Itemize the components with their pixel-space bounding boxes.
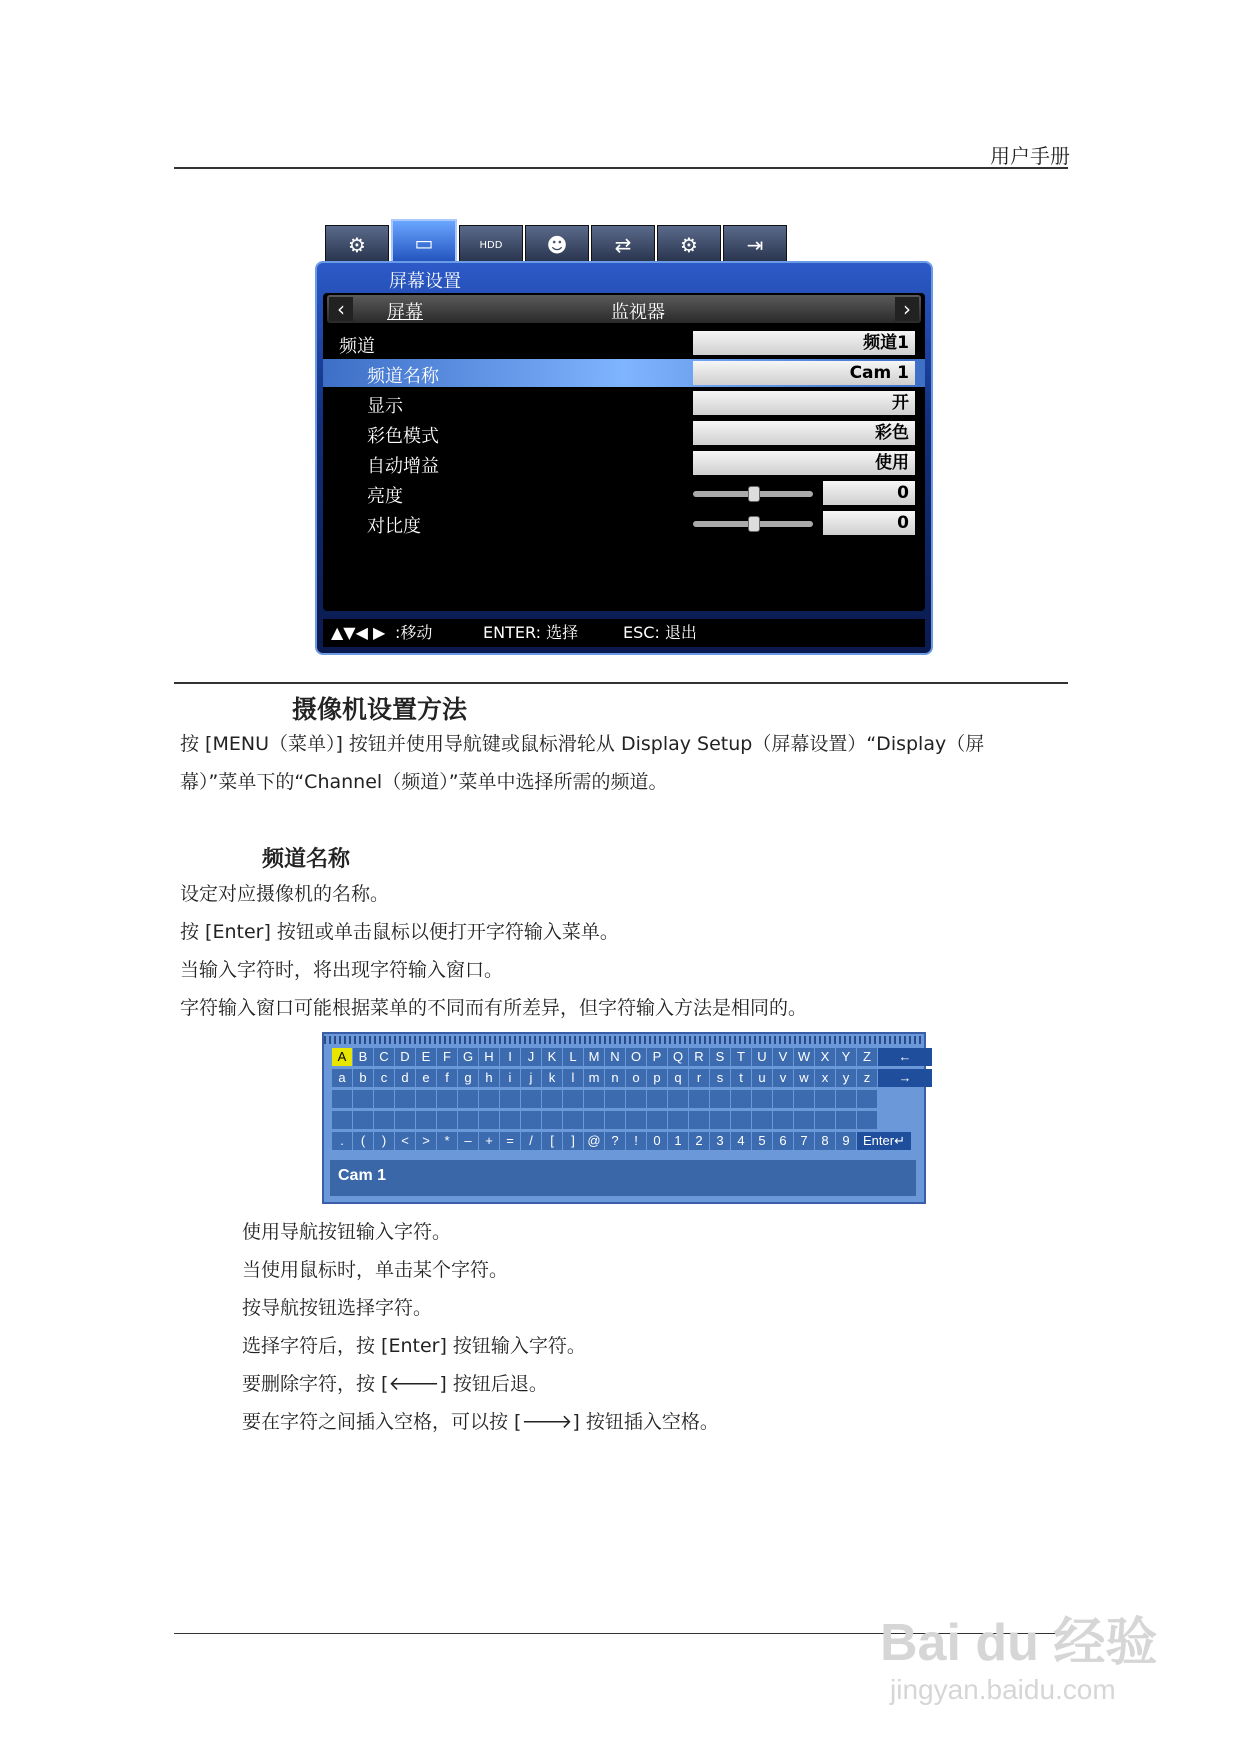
key[interactable]: / bbox=[521, 1132, 541, 1150]
blank-key[interactable] bbox=[668, 1090, 688, 1108]
nav-right-label[interactable]: 监视器 bbox=[611, 302, 665, 323]
blank-key[interactable] bbox=[857, 1111, 877, 1129]
setting-label: 彩色模式 bbox=[367, 426, 439, 447]
blank-key[interactable] bbox=[626, 1111, 646, 1129]
key[interactable]: I bbox=[500, 1048, 520, 1066]
device-icon[interactable]: ⚙ bbox=[657, 225, 721, 264]
setting-row-color-mode[interactable] bbox=[323, 419, 925, 447]
setting-value[interactable]: 频道1 bbox=[693, 331, 915, 355]
key[interactable]: > bbox=[416, 1132, 436, 1150]
section-paragraph-line: 幕）”菜单下的“Channel（频道）”菜单中选择所需的频道。 bbox=[180, 771, 668, 793]
key[interactable]: P bbox=[647, 1048, 667, 1066]
blank-key[interactable] bbox=[647, 1111, 667, 1129]
key[interactable]: + bbox=[479, 1132, 499, 1150]
key[interactable]: u bbox=[752, 1069, 772, 1087]
menu-tabs bbox=[325, 225, 787, 265]
key[interactable]: g bbox=[458, 1069, 478, 1087]
nav-left-label[interactable]: 屏幕 bbox=[387, 302, 423, 323]
key[interactable]: N bbox=[605, 1048, 625, 1066]
brightness-slider[interactable] bbox=[693, 491, 813, 497]
key[interactable]: . bbox=[332, 1132, 352, 1150]
blank-key[interactable] bbox=[668, 1111, 688, 1129]
blank-key[interactable] bbox=[521, 1111, 541, 1129]
blank-key[interactable] bbox=[332, 1090, 352, 1108]
panel-title: 屏幕设置 bbox=[389, 271, 461, 292]
key[interactable]: T bbox=[731, 1048, 751, 1066]
key[interactable]: J bbox=[521, 1048, 541, 1066]
key[interactable]: H bbox=[479, 1048, 499, 1066]
blank-key[interactable] bbox=[605, 1111, 625, 1129]
key[interactable]: 9 bbox=[836, 1132, 856, 1150]
key[interactable]: d bbox=[395, 1069, 415, 1087]
key[interactable]: m bbox=[584, 1069, 604, 1087]
setting-value[interactable]: Cam 1 bbox=[693, 361, 915, 385]
blank-key[interactable] bbox=[584, 1111, 604, 1129]
slider-knob[interactable] bbox=[748, 486, 760, 502]
key[interactable]: S bbox=[710, 1048, 730, 1066]
blank-key[interactable] bbox=[332, 1111, 352, 1129]
blank-key[interactable] bbox=[752, 1111, 772, 1129]
watermark-url: jingyan.baidu.com bbox=[890, 1674, 1116, 1705]
blank-key[interactable] bbox=[731, 1090, 751, 1108]
user-icon[interactable]: ☻ bbox=[525, 225, 589, 264]
key[interactable]: z bbox=[857, 1069, 877, 1087]
blank-key[interactable] bbox=[584, 1090, 604, 1108]
step-line: 按导航按钮选择字符。 bbox=[242, 1297, 433, 1319]
key[interactable]: p bbox=[647, 1069, 667, 1087]
key[interactable]: k bbox=[542, 1069, 562, 1087]
blank-key[interactable] bbox=[563, 1090, 583, 1108]
key-row-symbols bbox=[332, 1132, 911, 1150]
key[interactable]: < bbox=[395, 1132, 415, 1150]
setting-label: 频道 bbox=[339, 336, 375, 357]
key[interactable]: ] bbox=[563, 1132, 583, 1150]
key-row-uppercase bbox=[332, 1048, 932, 1066]
setting-label: 显示 bbox=[367, 396, 403, 417]
key[interactable]: 7 bbox=[794, 1132, 814, 1150]
setting-row-contrast[interactable] bbox=[323, 509, 925, 537]
blank-key[interactable] bbox=[647, 1090, 667, 1108]
key[interactable]: F bbox=[437, 1048, 457, 1066]
help-enter: ENTER: 选择 bbox=[483, 623, 579, 642]
header-rule bbox=[174, 167, 1068, 169]
key[interactable]: r bbox=[689, 1069, 709, 1087]
blank-key[interactable] bbox=[542, 1111, 562, 1129]
character-input-window bbox=[322, 1032, 926, 1204]
blank-key[interactable] bbox=[416, 1090, 436, 1108]
key[interactable]: 5 bbox=[752, 1132, 772, 1150]
input-field[interactable]: Cam 1 bbox=[330, 1160, 916, 1196]
key[interactable]: * bbox=[437, 1132, 457, 1150]
blank-key[interactable] bbox=[500, 1111, 520, 1129]
paragraph-line: 字符输入窗口可能根据菜单的不同而有所差异，但字符输入方法是相同的。 bbox=[180, 997, 808, 1019]
dvr-display-setup-screen bbox=[315, 205, 933, 653]
menu-body bbox=[323, 293, 925, 611]
key[interactable]: C bbox=[374, 1048, 394, 1066]
blank-key[interactable] bbox=[479, 1090, 499, 1108]
blank-key[interactable] bbox=[353, 1090, 373, 1108]
help-esc: ESC: 退出 bbox=[623, 623, 697, 642]
key[interactable]: ! bbox=[626, 1132, 646, 1150]
key[interactable]: ) bbox=[374, 1132, 394, 1150]
setting-value[interactable]: 开 bbox=[693, 391, 915, 415]
key[interactable]: ? bbox=[605, 1132, 625, 1150]
contrast-slider[interactable] bbox=[693, 521, 813, 527]
step-line: 选择字符后，按 [Enter] 按钮输入字符。 bbox=[242, 1335, 586, 1357]
blank-key[interactable] bbox=[437, 1090, 457, 1108]
key[interactable]: B bbox=[353, 1048, 373, 1066]
key[interactable]: Q bbox=[668, 1048, 688, 1066]
blank-key[interactable] bbox=[605, 1090, 625, 1108]
key[interactable]: – bbox=[458, 1132, 478, 1150]
key[interactable]: t bbox=[731, 1069, 751, 1087]
key[interactable]: 4 bbox=[731, 1132, 751, 1150]
key[interactable]: w bbox=[794, 1069, 814, 1087]
exit-icon[interactable]: ⇥ bbox=[723, 225, 787, 264]
blank-key[interactable] bbox=[710, 1090, 730, 1108]
key[interactable]: G bbox=[458, 1048, 478, 1066]
key[interactable]: Y bbox=[836, 1048, 856, 1066]
key[interactable]: ( bbox=[353, 1132, 373, 1150]
key[interactable]: Z bbox=[857, 1048, 877, 1066]
blank-key[interactable] bbox=[353, 1111, 373, 1129]
blank-key[interactable] bbox=[773, 1111, 793, 1129]
setting-value[interactable]: 0 bbox=[823, 511, 915, 535]
arrow-keys-icon: ▲▼◀ ▶ bbox=[331, 623, 386, 642]
page-header-title: 用户手册 bbox=[990, 144, 1070, 168]
key[interactable]: 3 bbox=[710, 1132, 730, 1150]
setting-label: 自动增益 bbox=[367, 456, 439, 477]
slider-knob[interactable] bbox=[748, 516, 760, 532]
key[interactable]: n bbox=[605, 1069, 625, 1087]
key[interactable]: j bbox=[521, 1069, 541, 1087]
key[interactable]: 8 bbox=[815, 1132, 835, 1150]
paragraph-line: 按 [Enter] 按钮或单击鼠标以便打开字符输入菜单。 bbox=[180, 921, 619, 943]
blank-key[interactable] bbox=[458, 1090, 478, 1108]
blank-key[interactable] bbox=[794, 1111, 814, 1129]
blank-key[interactable] bbox=[815, 1111, 835, 1129]
key[interactable]: O bbox=[626, 1048, 646, 1066]
chevron-right-icon[interactable]: › bbox=[895, 297, 919, 321]
setting-value[interactable]: 彩色 bbox=[693, 421, 915, 445]
blank-key[interactable] bbox=[710, 1111, 730, 1129]
key[interactable]: [ bbox=[542, 1132, 562, 1150]
blank-key[interactable] bbox=[836, 1111, 856, 1129]
key[interactable]: D bbox=[395, 1048, 415, 1066]
blank-key[interactable] bbox=[773, 1090, 793, 1108]
step-line: 要删除字符，按 [🡐] 按钮后退。 bbox=[242, 1373, 548, 1395]
blank-key[interactable] bbox=[794, 1090, 814, 1108]
key[interactable]: a bbox=[332, 1069, 352, 1087]
enter-key[interactable]: Enter↵ bbox=[857, 1132, 911, 1150]
section-title: 摄像机设置方法 bbox=[292, 695, 468, 724]
key[interactable]: b bbox=[353, 1069, 373, 1087]
key[interactable]: K bbox=[542, 1048, 562, 1066]
blank-key[interactable] bbox=[542, 1090, 562, 1108]
key[interactable]: 6 bbox=[773, 1132, 793, 1150]
key[interactable]: h bbox=[479, 1069, 499, 1087]
key[interactable]: 0 bbox=[647, 1132, 667, 1150]
blank-key[interactable] bbox=[500, 1090, 520, 1108]
key[interactable]: e bbox=[416, 1069, 436, 1087]
blank-key[interactable] bbox=[395, 1090, 415, 1108]
step-line: 要在字符之间插入空格，可以按 [🡒] 按钮插入空格。 bbox=[242, 1411, 719, 1433]
step-line: 使用导航按钮输入字符。 bbox=[242, 1221, 452, 1243]
blank-key[interactable] bbox=[689, 1090, 709, 1108]
key[interactable]: q bbox=[668, 1069, 688, 1087]
key[interactable]: M bbox=[584, 1048, 604, 1066]
window-grip bbox=[324, 1036, 924, 1044]
blank-key[interactable] bbox=[752, 1090, 772, 1108]
baidu-watermark bbox=[880, 1570, 1180, 1720]
key[interactable]: i bbox=[500, 1069, 520, 1087]
setting-row-display[interactable] bbox=[323, 389, 925, 417]
setting-row-agc[interactable] bbox=[323, 449, 925, 477]
key[interactable]: @ bbox=[584, 1132, 604, 1150]
key[interactable]: l bbox=[563, 1069, 583, 1087]
key-row-blank bbox=[332, 1090, 877, 1108]
blank-key[interactable] bbox=[479, 1111, 499, 1129]
backspace-key[interactable]: ← bbox=[878, 1048, 932, 1066]
hdd-icon[interactable]: HDD bbox=[459, 225, 523, 264]
key[interactable]: 2 bbox=[689, 1132, 709, 1150]
key[interactable]: U bbox=[752, 1048, 772, 1066]
key[interactable]: x bbox=[815, 1069, 835, 1087]
setting-label: 亮度 bbox=[367, 486, 403, 507]
setting-label: 对比度 bbox=[367, 516, 421, 537]
section-rule bbox=[174, 682, 1068, 684]
key[interactable]: c bbox=[374, 1069, 394, 1087]
blank-key[interactable] bbox=[458, 1111, 478, 1129]
key-row-lowercase bbox=[332, 1069, 932, 1087]
key[interactable]: = bbox=[500, 1132, 520, 1150]
chevron-left-icon[interactable]: ‹ bbox=[329, 297, 353, 321]
step-line: 当使用鼠标时，单击某个字符。 bbox=[242, 1259, 509, 1281]
setting-row-channel[interactable] bbox=[323, 329, 925, 357]
key[interactable]: v bbox=[773, 1069, 793, 1087]
key[interactable]: L bbox=[563, 1048, 583, 1066]
key[interactable]: W bbox=[794, 1048, 814, 1066]
key-row-blank bbox=[332, 1111, 877, 1129]
setting-row-brightness[interactable] bbox=[323, 479, 925, 507]
blank-key[interactable] bbox=[731, 1111, 751, 1129]
gear-icon[interactable]: ⚙ bbox=[325, 225, 389, 264]
paragraph-line: 当输入字符时，将出现字符输入窗口。 bbox=[180, 959, 504, 981]
watermark-brand: Bai du 经验 bbox=[880, 1614, 1158, 1672]
key[interactable]: X bbox=[815, 1048, 835, 1066]
blank-key[interactable] bbox=[395, 1111, 415, 1129]
submenu-nav bbox=[327, 295, 921, 323]
section-paragraph-line: 按 [MENU（菜单）] 按钮并使用导航键或鼠标滑轮从 Display Setup（屏幕设置）“Display（屏 bbox=[180, 733, 985, 755]
monitor-icon[interactable]: ▭ bbox=[391, 219, 457, 267]
blank-key[interactable] bbox=[836, 1090, 856, 1108]
blank-key[interactable] bbox=[416, 1111, 436, 1129]
key[interactable]: A bbox=[332, 1048, 352, 1066]
blank-key[interactable] bbox=[626, 1090, 646, 1108]
key[interactable]: V bbox=[773, 1048, 793, 1066]
setting-row-channel-name[interactable] bbox=[323, 359, 925, 387]
blank-key[interactable] bbox=[563, 1111, 583, 1129]
blank-key[interactable] bbox=[689, 1111, 709, 1129]
setting-value[interactable]: 使用 bbox=[693, 451, 915, 475]
blank-key[interactable] bbox=[521, 1090, 541, 1108]
space-key[interactable]: → bbox=[878, 1069, 932, 1087]
setting-label: 频道名称 bbox=[367, 366, 439, 387]
key[interactable]: f bbox=[437, 1069, 457, 1087]
key[interactable]: E bbox=[416, 1048, 436, 1066]
key[interactable]: s bbox=[710, 1069, 730, 1087]
paragraph-line: 设定对应摄像机的名称。 bbox=[180, 883, 390, 905]
menu-frame bbox=[315, 261, 933, 655]
setting-value[interactable]: 0 bbox=[823, 481, 915, 505]
help-move: :移动 bbox=[395, 623, 433, 642]
blank-key[interactable] bbox=[374, 1111, 394, 1129]
blank-key[interactable] bbox=[437, 1111, 457, 1129]
help-bar bbox=[323, 619, 925, 647]
subsection-title: 频道名称 bbox=[262, 847, 351, 872]
key[interactable]: o bbox=[626, 1069, 646, 1087]
network-icon[interactable]: ⇄ bbox=[591, 225, 655, 264]
key[interactable]: R bbox=[689, 1048, 709, 1066]
key[interactable]: 1 bbox=[668, 1132, 688, 1150]
blank-key[interactable] bbox=[857, 1090, 877, 1108]
blank-key[interactable] bbox=[374, 1090, 394, 1108]
key[interactable]: y bbox=[836, 1069, 856, 1087]
blank-key[interactable] bbox=[815, 1090, 835, 1108]
